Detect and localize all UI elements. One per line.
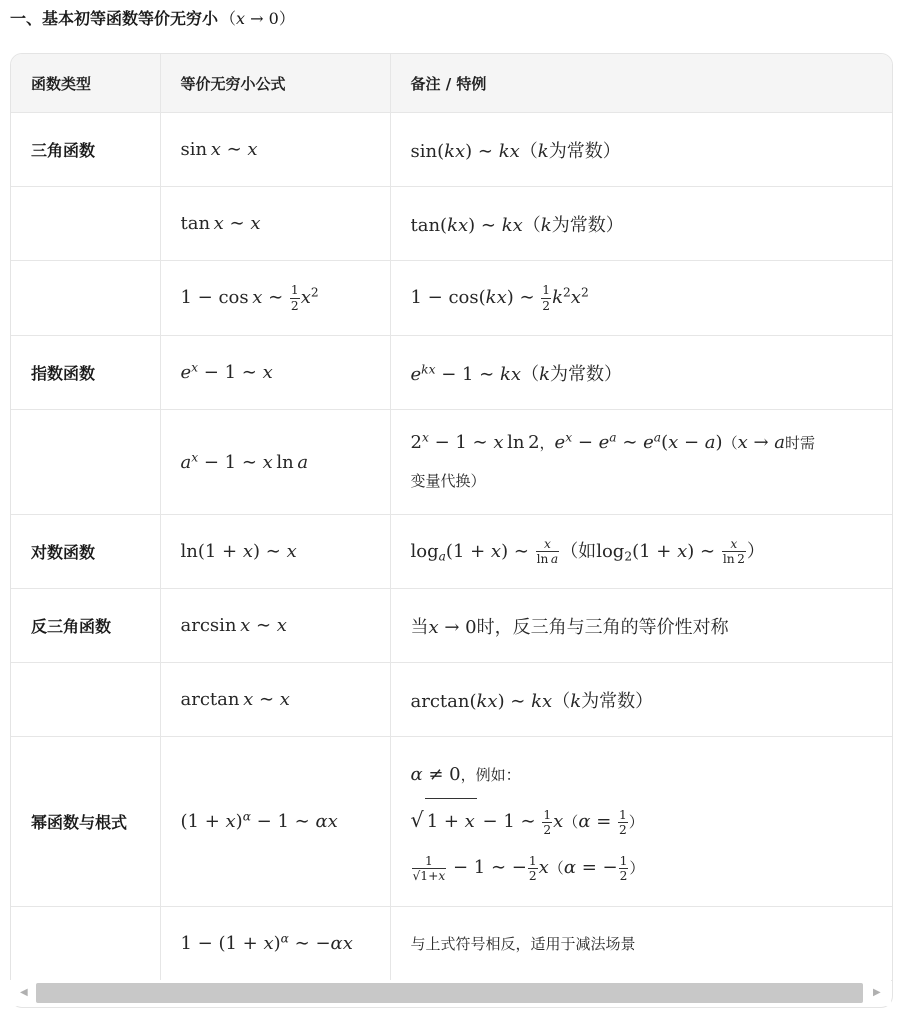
formula-ln: ln(1 + x) ∼ x (180, 541, 297, 562)
formula-cell (160, 515, 390, 589)
table-row (11, 737, 892, 907)
horizontal-scrollbar[interactable] (10, 980, 891, 1006)
table-row (11, 589, 892, 663)
formula-cell (160, 261, 390, 336)
note-ax: $2^x - 1$ ∼ x ln 2，$e^x - e^a$ ∼ $e^a(x - a)(x \to a$时需 变量代换） (410, 430, 816, 490)
table-row (11, 261, 892, 336)
formula-cell (160, 663, 390, 737)
formula-cell (160, 410, 390, 515)
function-type-cell: 幂函数与根式 (11, 737, 160, 907)
function-type-cell (11, 410, 160, 515)
table-row (11, 515, 892, 589)
formula-cell (160, 589, 390, 663)
table-header-row (11, 54, 892, 113)
note-power: α ≠ 0，例如： √ 1 + x − 1 ∼ $\frac{1}{2}$ x（α = $\frac{1}{2}$ ） $\frac{1}{√1+x}$ − 1 ∼ − $\frac{1}{2}$ x（α = − $\frac{1}{2}$ ） (410, 764, 645, 883)
table-row (11, 336, 892, 410)
formula-cell (160, 737, 390, 907)
formula-sin: sin x ∼ x (180, 139, 258, 160)
triangle-left-icon[interactable]: ◀ (20, 987, 28, 998)
note-arcsin: 当x → 0时，反三角与三角的等价性对称 (410, 616, 729, 638)
table-row (11, 410, 892, 515)
header-formula: 等价无穷小公式 (160, 54, 390, 113)
note-cell (390, 737, 892, 907)
section-condition: （x → 0） (220, 8, 295, 28)
function-type-cell (11, 261, 160, 336)
note-cos: 1 − cos(kx) ∼ $\frac{1}{2}$ $k^2x^2$ (410, 283, 589, 313)
function-type-cell: 指数函数 (11, 336, 160, 410)
equivalence-table (11, 54, 892, 981)
function-type-cell (11, 663, 160, 737)
formula-cell (160, 907, 390, 981)
table-row (11, 907, 892, 981)
note-sin: sin(kx) ∼ kx（k为常数） (410, 140, 621, 162)
note-exp: $e^{kx} - 1$ ∼ kx（k为常数） (410, 361, 622, 385)
note-cell (390, 336, 892, 410)
header-function-type: 函数类型 (11, 54, 160, 113)
note-cell (390, 113, 892, 187)
formula-tan: tan x ∼ x (180, 213, 261, 234)
section-heading (10, 5, 295, 29)
note-log: $\log_a(1 + x)$ ∼ $\frac{x}{\text{ln a}}$ （如$\log_2(1 + x)$ ∼ $\frac{x}{\ln 2}$ ） (410, 537, 765, 567)
note-cell (390, 187, 892, 261)
triangle-right-icon[interactable]: ▶ (873, 987, 881, 998)
table-row (11, 663, 892, 737)
formula-arcsin: arcsin x ∼ x (180, 615, 287, 636)
note-cell (390, 410, 892, 515)
formula-power: $(1 + x)^\alpha - 1$ ∼ αx (180, 809, 338, 832)
header-note: 备注 / 特例 (390, 54, 892, 113)
note-cell (390, 663, 892, 737)
function-type-cell: 三角函数 (11, 113, 160, 187)
formula-exp: $e^x - 1$ ∼ x (180, 360, 273, 383)
formula-ax: $a^x - 1$ ∼ x ln a (180, 449, 309, 473)
table-row (11, 113, 892, 187)
note-tan: tan(kx) ∼ kx（k为常数） (410, 214, 624, 236)
formula-cell (160, 187, 390, 261)
formula-power-neg: $1 - (1 + x)^\alpha$ ∼ −αx (180, 931, 353, 954)
formula-arctan: arctan x ∼ x (180, 689, 290, 710)
note-cell: 与上式符号相反，适用于减法场景 (390, 907, 892, 981)
function-type-cell: 反三角函数 (11, 589, 160, 663)
note-cell (390, 589, 892, 663)
function-type-cell (11, 907, 160, 981)
equivalence-table-card (10, 53, 893, 1008)
table-row (11, 187, 892, 261)
section-title: 一、基本初等函数等价无穷小 (10, 8, 219, 28)
function-type-cell: 对数函数 (11, 515, 160, 589)
formula-cos: 1 − cos x ∼ $\frac{1}{2}$ $x^2$ (180, 283, 319, 313)
note-cell (390, 515, 892, 589)
formula-cell (160, 336, 390, 410)
scrollbar-thumb[interactable] (36, 983, 863, 1003)
function-type-cell (11, 187, 160, 261)
note-cell (390, 261, 892, 336)
formula-cell (160, 113, 390, 187)
note-arctan: arctan(kx) ∼ kx（k为常数） (410, 690, 654, 712)
